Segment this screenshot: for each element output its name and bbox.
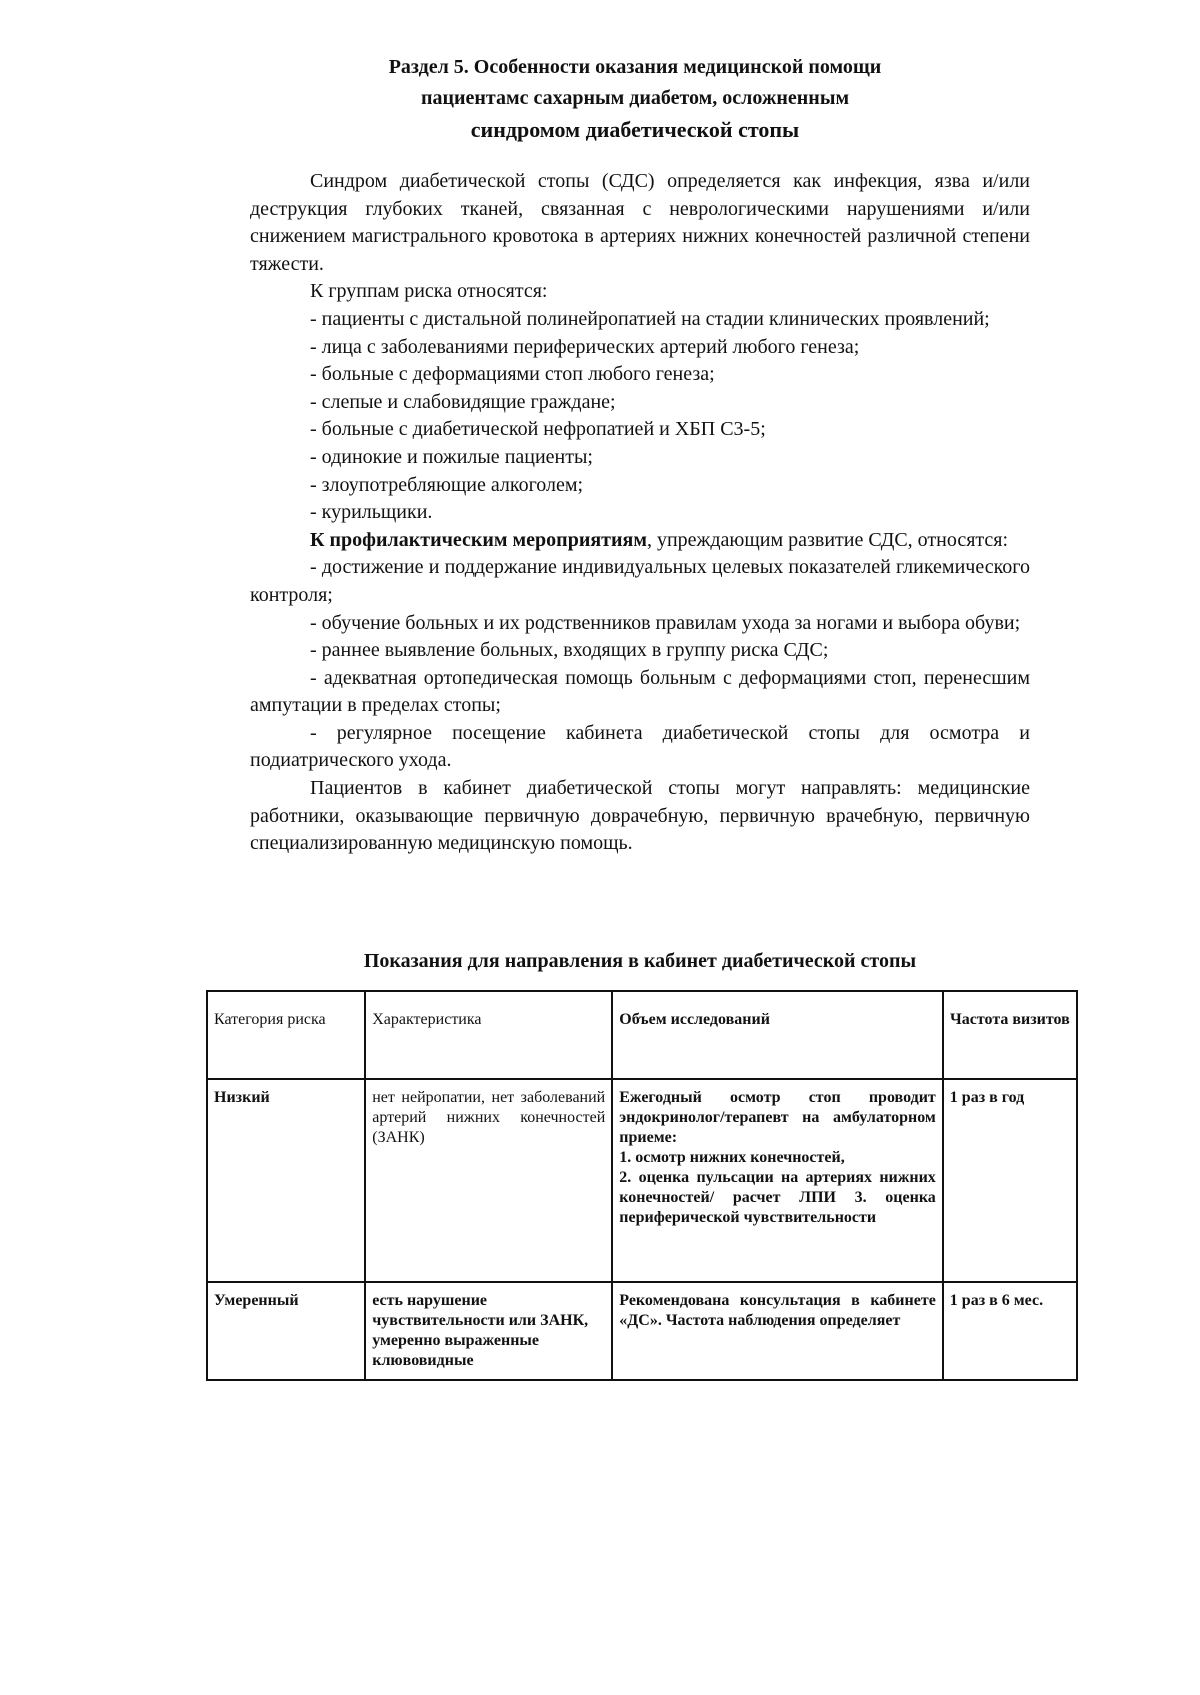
risk-category-cell: Умеренный — [207, 1282, 365, 1380]
header-characteristic: Характеристика — [365, 991, 612, 1079]
section-title-line2: пациентамс сахарным диабетом, осложненным — [420, 87, 850, 109]
exam-scope-cell — [612, 1282, 943, 1380]
prevention-intro-bold: К профилактическим мероприятиям — [310, 528, 647, 551]
risk-groups-intro: К группам риска относятся: — [310, 280, 548, 303]
document-body — [250, 168, 1030, 858]
prevention-item: - раннее выявление больных, входящих в группу риска СДС; — [310, 639, 829, 662]
risk-item: - пациенты с дистальной полинейропатией на стадии клинических проявлений; — [310, 307, 990, 330]
referral-paragraph: Пациентов в кабинет диабетической стопы могут направлять: медицинские работники, оказывающие первичную доврачебную, первичную врачебную, первичную специализированную медицинскую помощь. — [250, 777, 1030, 855]
section-title-line1: Раздел 5. Особенности оказания медицинской помощи — [388, 56, 882, 78]
risk-item: - злоупотребляющие алкоголем; — [310, 473, 584, 496]
header-risk-category: Категория риска — [207, 991, 365, 1079]
prevention-intro-rest: , упреждающим развитие СДС, относятся: — [646, 528, 1009, 551]
exam-scope-cell — [612, 1079, 943, 1282]
prevention-item: - обучение больных и их родственников правилам ухода за ногами и выбора обуви; — [310, 611, 1021, 634]
prevention-item: - адекватная ортопедическая помощь больным с деформациями стоп, перенесшим ампутации в пределах стопы; — [250, 666, 1030, 717]
table-row — [207, 1079, 1077, 1282]
section-title — [240, 52, 1030, 145]
risk-item: - лица с заболеваниями периферических артерий любого генеза; — [310, 335, 860, 358]
exam-line: Рекомендована консультация в кабинете «ДС». Частота наблюдения определяет — [619, 1292, 936, 1329]
visit-frequency-cell: 1 раз в год — [943, 1079, 1077, 1282]
header-visit-frequency: Частота визитов — [943, 991, 1077, 1079]
section-title-line3: синдромом диабетической стопы — [470, 117, 800, 142]
risk-item: - слепые и слабовидящие граждане; — [310, 390, 616, 413]
risk-item: - курильщики. — [310, 501, 433, 524]
risk-category-cell: Низкий — [207, 1079, 365, 1282]
characteristic-cell: есть нарушение чувствительности или ЗАНК, умеренно выраженные клювовидные — [365, 1282, 612, 1380]
definition-paragraph: Синдром диабетической стопы (СДС) определяется как инфекция, язва и/или деструкция глубоких тканей, связанная с неврологическими нарушениями и/или снижением магистрального кровотока в артериях нижних конечностей различной степени тяжести. — [250, 170, 1030, 275]
exam-line: 1. осмотр нижних конечностей, — [619, 1149, 845, 1166]
prevention-intro — [250, 527, 1030, 555]
table-header-row — [207, 991, 1077, 1079]
exam-line: Ежегодный осмотр стоп проводит эндокринолог/терапевт на амбулаторном приеме: — [619, 1089, 936, 1146]
prevention-item: - достижение и поддержание индивидуальных целевых показателей гликемического контроля; — [250, 556, 1030, 606]
visit-frequency-cell: 1 раз в 6 мес. — [943, 1282, 1077, 1380]
risk-item: - одинокие и пожилые пациенты; — [310, 445, 593, 468]
risk-item: - больные с деформациями стоп любого генеза; — [310, 363, 715, 386]
characteristic-cell: нет нейропатии, нет заболеваний артерий нижних конечностей (ЗАНК) — [365, 1079, 612, 1282]
prevention-item: - регулярное посещение кабинета диабетической стопы для осмотра и подиатрического ухода. — [250, 721, 1030, 772]
header-exam-scope: Объем исследований — [612, 991, 943, 1079]
risk-item: - больные с диабетической нефропатией и ХБП С3-5; — [310, 418, 766, 441]
referral-indications-table — [206, 990, 1078, 1381]
table-row — [207, 1282, 1077, 1380]
table-title: Показания для направления в кабинет диабетической стопы — [363, 950, 917, 972]
exam-line: 2. оценка пульсации на артериях нижних конечностей/ расчет ЛПИ 3. оценка периферической чувствительности — [619, 1169, 936, 1226]
